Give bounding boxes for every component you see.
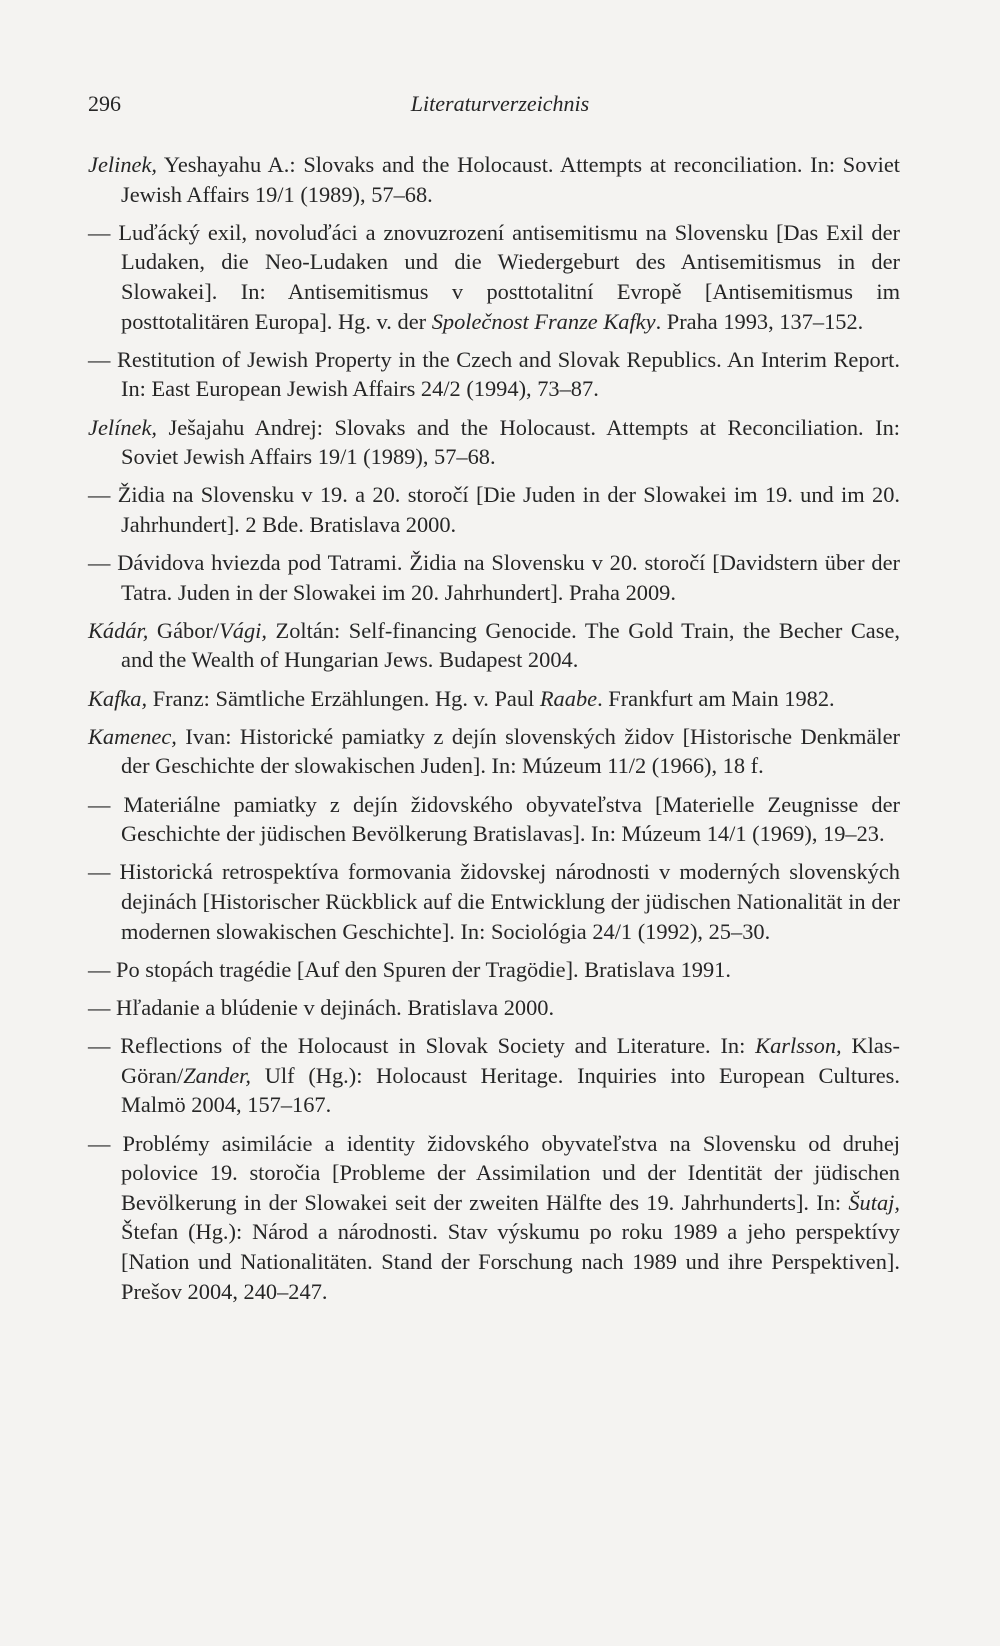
entry-author: Kamenec, bbox=[88, 723, 177, 749]
bibliography-entry bbox=[88, 616, 900, 675]
bibliography-list bbox=[88, 150, 900, 1315]
entry-text-continued: Zoltán: Self-financing Genocide. The Gold Train, the Becher Case, and the Wealth of Hungarian Jews. Budapest 2004. bbox=[121, 617, 900, 673]
entry-text: Gábor/ bbox=[148, 617, 220, 643]
bibliography-entry bbox=[88, 790, 900, 849]
bibliography-entry bbox=[88, 548, 900, 607]
bibliography-entry bbox=[88, 218, 900, 336]
bibliography-entry bbox=[88, 684, 900, 714]
entry-text: Ivan: Historické pamiatky z dejín slovenských židov [Historische Denkmäler der Geschichte der slowakischen Juden]. In: Múzeum 11/2 (1966), 18 f. bbox=[121, 723, 900, 779]
entry-italic: Vági, bbox=[219, 617, 267, 643]
bibliography-entry bbox=[88, 857, 900, 946]
bibliography-entry bbox=[88, 955, 900, 985]
entry-text-end: Ulf (Hg.): Holocaust Heritage. Inquiries into European Cultures. Malmö 2004, 157–167. bbox=[121, 1062, 900, 1118]
entry-author: Jelinek, bbox=[88, 152, 157, 177]
entry-text-continued: Štefan (Hg.): Národ a národnosti. Stav výskumu po roku 1989 a jeho perspektívy [Nation und Nationalitäten. Stand der Forschung nach 1989 und ihre Perspektiven]. Prešov 2004, 240–247. bbox=[121, 1219, 900, 1304]
page-header bbox=[88, 86, 912, 122]
bibliography-entry bbox=[88, 1031, 900, 1120]
entry-text: — Hľadanie a blúdenie v dejinách. Bratislava 2000. bbox=[88, 994, 555, 1020]
bibliography-entry bbox=[88, 345, 900, 404]
entry-italic: Společnost Franze Kafky bbox=[431, 308, 656, 334]
bibliography-entry bbox=[88, 722, 900, 781]
entry-text: — Židia na Slovensku v 19. a 20. storočí [Die Juden in der Slowakei im 19. und im 20. Jahrhundert]. 2 Bde. Bratislava 2000. bbox=[88, 482, 900, 537]
entry-italic: Karlsson, bbox=[755, 1033, 842, 1059]
entry-text-continued: . Frankfurt am Main 1982. bbox=[597, 685, 835, 711]
entry-italic: Raabe bbox=[539, 685, 598, 711]
entry-author: Jelínek, bbox=[88, 414, 157, 440]
entry-author: Kádár, bbox=[88, 617, 149, 643]
entry-text-continued: . Praha 1993, 137–152. bbox=[655, 308, 864, 334]
entry-text: — Reflections of the Holocaust in Slovak Society and Literature. In: bbox=[88, 1033, 756, 1059]
entry-text: — Dávidova hviezda pod Tatrami. Židia na Slovensku v 20. storočí [Davidstern über der Tatra. Juden in der Slowakei im 20. Jahrhundert]. Praha 2009. bbox=[88, 550, 900, 605]
bibliography-entry bbox=[88, 1129, 900, 1307]
bibliography-entry bbox=[88, 413, 900, 472]
entry-author: Kafka, bbox=[88, 685, 148, 711]
entry-text: — Problémy asimilácie a identity židovského obyvateľstva na Slovensku od druhej polovice 19. storočia [Probleme der Assimilation und der Identität der jüdischen Bevölkerung in der Slowakei seit der zweiten Hälfte des 19. Jahrhunderts]. In: bbox=[88, 1130, 900, 1215]
entry-italic-2: Zander, bbox=[183, 1062, 251, 1088]
entry-text: — Restitution of Jewish Property in the Czech and Slovak Republics. An Interim Report. In: East European Jewish Affairs 24/2 (1994), 73–87. bbox=[88, 346, 900, 402]
bibliography-entry bbox=[88, 993, 900, 1023]
page-number: 296 bbox=[88, 91, 121, 116]
bibliography-entry bbox=[88, 150, 900, 209]
entry-text: — Po stopách tragédie [Auf den Spuren der Tragödie]. Bratislava 1991. bbox=[88, 956, 731, 982]
entry-text: Ješajahu Andrej: Slovaks and the Holocaust. Attempts at Reconciliation. In: Soviet Jewish Affairs 19/1 (1989), 57–68. bbox=[121, 414, 900, 470]
entry-text: — Materiálne pamiatky z dejín židovského obyvateľstva [Materielle Zeugnisse der Geschichte der jüdischen Bevölkerung Bratislavas]. In: Múzeum 14/1 (1969), 19–23. bbox=[88, 791, 900, 847]
bibliography-entry bbox=[88, 480, 900, 539]
entry-text: Franz: Sämtliche Erzählungen. Hg. v. Paul bbox=[147, 685, 540, 711]
entry-text-continued: Klas-Göran/ bbox=[121, 1033, 900, 1088]
entry-text: Yeshayahu A.: Slovaks and the Holocaust. Attempts at reconciliation. In: Soviet Jewish Affairs 19/1 (1989), 57–68. bbox=[121, 152, 900, 207]
entry-text: — Luďácký exil, novoluďáci a znovuzrození antisemitismu na Slovensku [Das Exil der Ludaken, die Neo-Ludaken und die Wiedergeburt des Antisemitismus in der Slowakei]. In: Antisemitismus v posttotalitní Evropě [Antisemitismus im posttotalitären Europa]. Hg. v. der bbox=[88, 219, 900, 334]
entry-text: — Historická retrospektíva formovania židovskej národnosti v moderných slovenských dejinách [Historischer Rückblick auf die Entwicklung der jüdischen Nationalität in der modernen slowakischen Geschichte]. In: Sociológia 24/1 (1992), 25–30. bbox=[88, 859, 900, 944]
running-title: Literaturverzeichnis bbox=[410, 91, 590, 116]
entry-italic: Šutaj, bbox=[848, 1189, 900, 1215]
